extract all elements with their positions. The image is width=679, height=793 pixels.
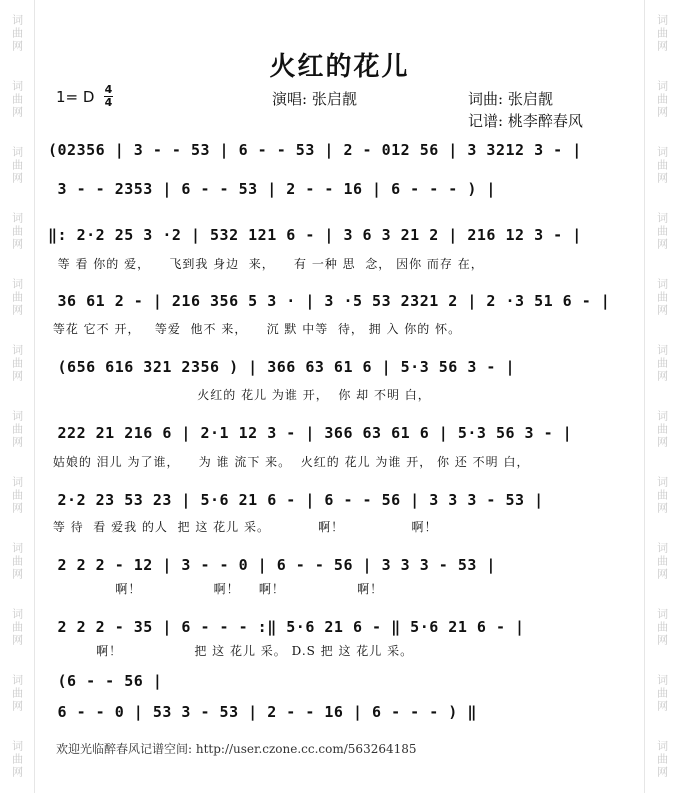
lyrics-row-3: 等 看 你的 爱， 飞到我 身边 来， 有 一种 思 念， 因你 而存 在， (48, 257, 484, 271)
watermark-text: 词曲网 (655, 277, 669, 317)
score-row-7: 2·2 23 53 23 | 5·6 21 6 - | 6 - - 56 | 3 3 3 - 53 | (48, 491, 544, 509)
lyrics-row-9: 啊！ 把 这 花儿 采。 D.S 把 这 花儿 采。 (48, 644, 414, 658)
watermark-text: 词曲网 (10, 277, 24, 317)
watermark-text: 词曲网 (10, 145, 24, 185)
watermark-text: 词曲网 (655, 674, 669, 714)
watermark-text: 词曲网 (10, 13, 24, 53)
watermark-text: 词曲网 (655, 343, 669, 383)
time-signature-bottom: 4 (104, 96, 113, 109)
lyrics-row-4: 等花 它不 开， 等爱 他不 来， 沉 默 中等 待， 拥 入 你的 怀。 (48, 322, 462, 336)
score-row-11: 6 - - 0 | 53 3 - 53 | 2 - - 16 | 6 - - - ) ‖ (48, 703, 477, 721)
watermark-text: 词曲网 (10, 542, 24, 582)
watermark-text: 词曲网 (10, 674, 24, 714)
composer-credit: 词曲: 张启靓 (468, 90, 553, 108)
score-row-10: (6 - - 56 | (48, 672, 163, 690)
score-row-4: 36 61 2 - | 216 356 5 3 · | 3 ·5 53 2321 2 | 2 ·3 51 6 - | (48, 292, 611, 310)
song-title: 火红的花儿 (269, 52, 410, 82)
lyrics-row-8: 啊！ 啊！ 啊！ 啊！ (48, 582, 384, 596)
watermark-text: 词曲网 (10, 79, 24, 119)
watermark-column-right (645, 0, 679, 793)
score-row-2: 3 - - 2353 | 6 - - 53 | 2 - - 16 | 6 - - - ) | (48, 180, 496, 198)
watermark-text: 词曲网 (10, 343, 24, 383)
watermark-text: 词曲网 (655, 740, 669, 780)
score-row-1: (02356 | 3 - - 53 | 6 - - 53 | 2 - 012 56 | 3 3212 3 - | (48, 141, 582, 159)
score-row-8: 2 2 2 - 12 | 3 - - 0 | 6 - - 56 | 3 3 3 - 53 | (48, 556, 496, 574)
score-row-6: 222 21 216 6 | 2·1 12 3 - | 366 63 61 6 | 5·3 56 3 - | (48, 424, 573, 442)
watermark-text: 词曲网 (10, 608, 24, 648)
time-signature (104, 84, 113, 109)
lyrics-row-7: 等 待 看 爱我 的人 把 这 花儿 采。 啊！ 啊！ (48, 520, 438, 534)
watermark-divider-left (34, 0, 35, 793)
lyrics-row-5: 火红的 花儿 为谁 开， 你 却 不明 白， (48, 388, 431, 402)
watermark-text: 词曲网 (10, 476, 24, 516)
watermark-text: 词曲网 (10, 211, 24, 251)
time-signature-top: 4 (104, 83, 113, 96)
transcriber-credit: 记谱: 桃李醉春风 (468, 112, 583, 130)
watermark-text: 词曲网 (655, 476, 669, 516)
singer-credit: 演唱: 张启靓 (272, 90, 357, 108)
score-row-3: ‖: 2·2 25 3 ·2 | 532 121 6 - | 3 6 3 21 2 | 216 12 3 - | (48, 226, 582, 244)
watermark-text: 词曲网 (655, 211, 669, 251)
score-row-9: 2 2 2 - 35 | 6 - - - :‖ 5·6 21 6 - ‖ 5·6 21 6 - | (48, 618, 525, 636)
watermark-column-left (0, 0, 34, 793)
key-signature: 1= D (56, 88, 95, 106)
watermark-text: 词曲网 (655, 410, 669, 449)
lyrics-row-6: 姑娘的 泪儿 为了谁， 为 谁 流下 来。 火红的 花儿 为谁 开， 你 还 不明 白， (48, 455, 530, 469)
watermark-text: 词曲网 (10, 410, 24, 449)
watermark-text: 词曲网 (655, 608, 669, 648)
watermark-text: 词曲网 (655, 542, 669, 582)
watermark-text: 词曲网 (655, 145, 669, 185)
footer-credit: 欢迎光临醉春风记谱空间: http://user.czone.cc.com/563264185 (56, 742, 417, 756)
score-row-5: (656 616 321 2356 ) | 366 63 61 6 | 5·3 56 3 - | (48, 358, 516, 376)
watermark-text: 词曲网 (655, 79, 669, 119)
watermark-text: 词曲网 (655, 13, 669, 53)
watermark-text: 词曲网 (10, 740, 24, 780)
